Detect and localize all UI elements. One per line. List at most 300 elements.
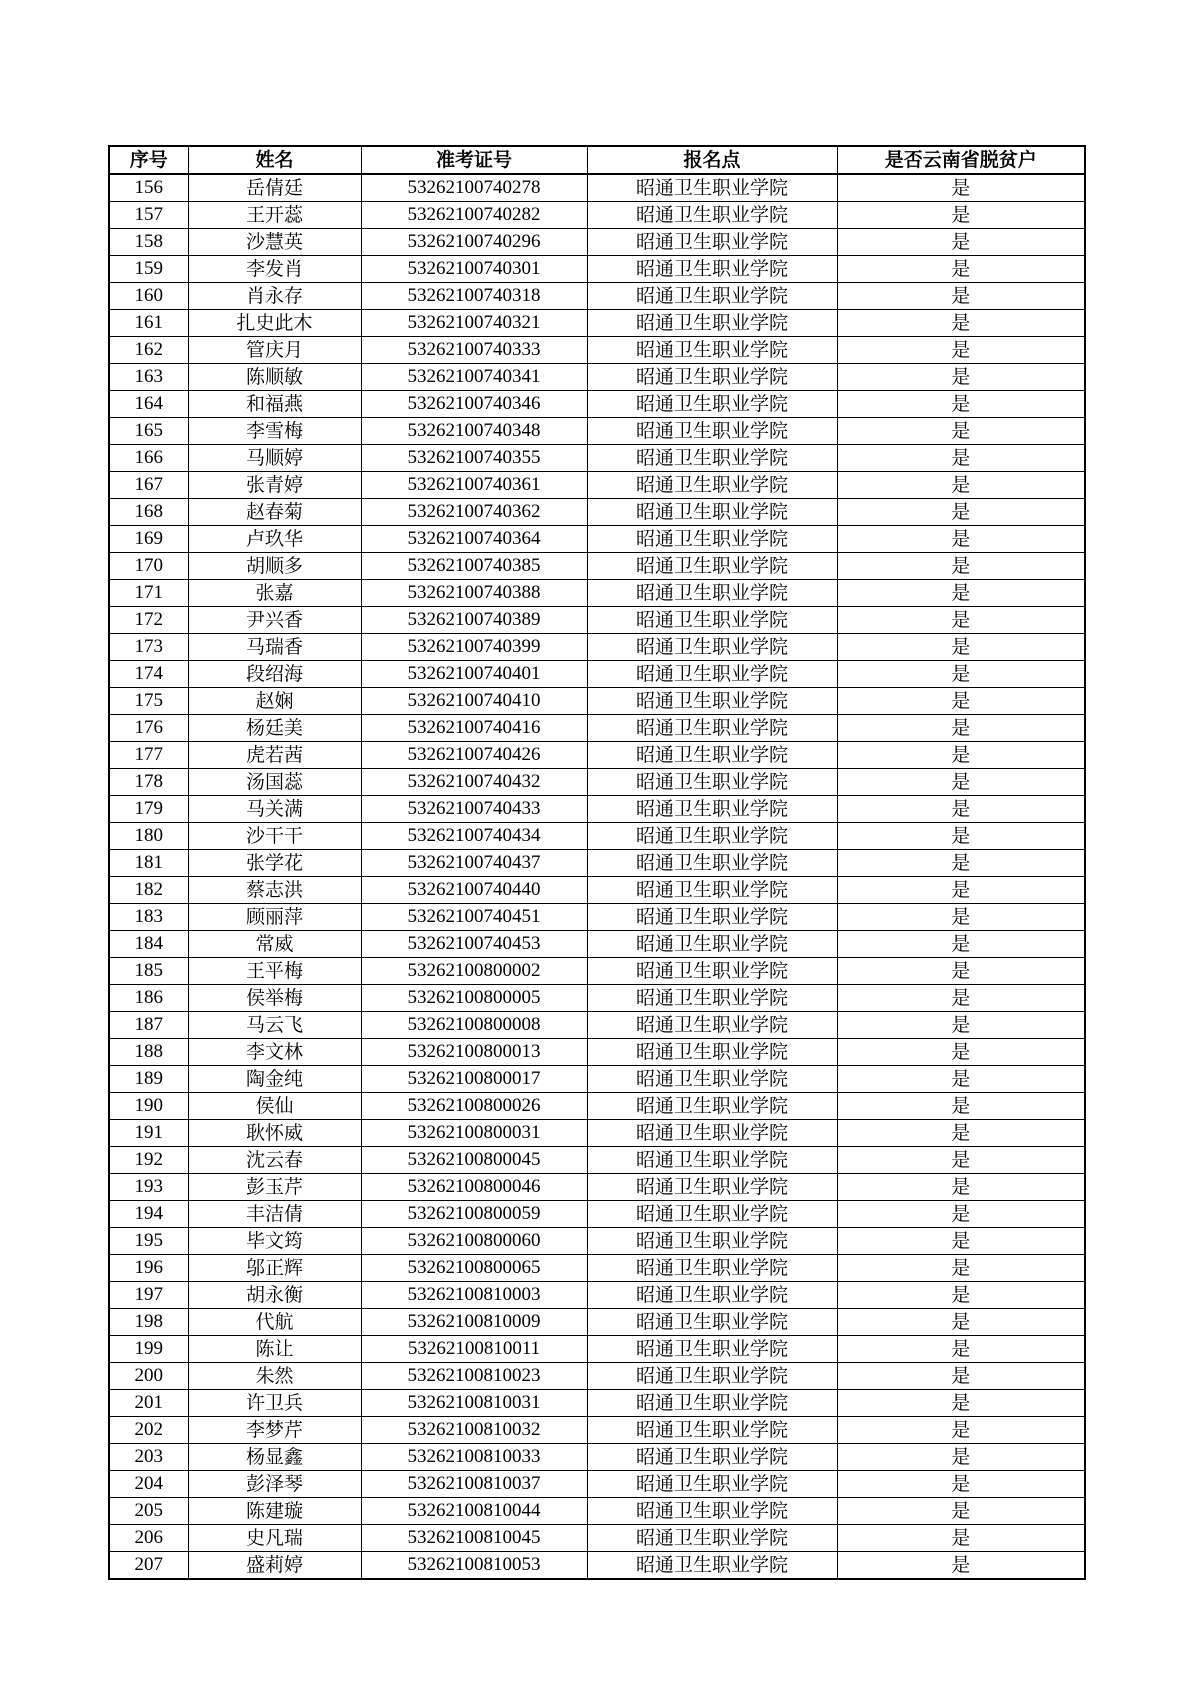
cell-registration-site: 昭通卫生职业学院 (587, 958, 837, 985)
cell-index: 166 (109, 445, 188, 472)
table-row (109, 850, 1085, 877)
table-row (109, 1228, 1085, 1255)
cell-registration-site: 昭通卫生职业学院 (587, 1282, 837, 1309)
cell-name: 邬正辉 (188, 1255, 361, 1282)
cell-poverty-status: 是 (837, 553, 1085, 580)
cell-name: 马瑞香 (188, 634, 361, 661)
cell-registration-site: 昭通卫生职业学院 (587, 1309, 837, 1336)
table-row (109, 958, 1085, 985)
cell-exam-id: 53262100800002 (361, 958, 587, 985)
cell-index: 176 (109, 715, 188, 742)
cell-registration-site: 昭通卫生职业学院 (587, 1039, 837, 1066)
cell-name: 陈建璇 (188, 1498, 361, 1525)
cell-poverty-status: 是 (837, 1390, 1085, 1417)
cell-name: 杨显鑫 (188, 1444, 361, 1471)
cell-registration-site: 昭通卫生职业学院 (587, 1417, 837, 1444)
cell-exam-id: 53262100800005 (361, 985, 587, 1012)
header-index: 序号 (109, 146, 188, 174)
cell-poverty-status: 是 (837, 1336, 1085, 1363)
cell-index: 205 (109, 1498, 188, 1525)
cell-registration-site: 昭通卫生职业学院 (587, 499, 837, 526)
cell-exam-id: 53262100740453 (361, 931, 587, 958)
cell-poverty-status: 是 (837, 580, 1085, 607)
table-row (109, 1120, 1085, 1147)
cell-index: 185 (109, 958, 188, 985)
table-row (109, 1525, 1085, 1552)
cell-registration-site: 昭通卫生职业学院 (587, 1093, 837, 1120)
table-row (109, 526, 1085, 553)
cell-exam-id: 53262100740401 (361, 661, 587, 688)
cell-registration-site: 昭通卫生职业学院 (587, 985, 837, 1012)
cell-index: 196 (109, 1255, 188, 1282)
cell-index: 203 (109, 1444, 188, 1471)
cell-poverty-status: 是 (837, 877, 1085, 904)
cell-name: 虎若茜 (188, 742, 361, 769)
table-row (109, 202, 1085, 229)
cell-name: 沙干干 (188, 823, 361, 850)
cell-name: 扎史此木 (188, 310, 361, 337)
cell-name: 王开蕊 (188, 202, 361, 229)
header-registration-site: 报名点 (587, 146, 837, 174)
table-row (109, 418, 1085, 445)
cell-name: 蔡志洪 (188, 877, 361, 904)
cell-exam-id: 53262100810053 (361, 1552, 587, 1580)
table-row (109, 1066, 1085, 1093)
cell-name: 张嘉 (188, 580, 361, 607)
cell-index: 158 (109, 229, 188, 256)
cell-exam-id: 53262100740282 (361, 202, 587, 229)
table-row (109, 364, 1085, 391)
cell-name: 李发肖 (188, 256, 361, 283)
cell-exam-id: 53262100800046 (361, 1174, 587, 1201)
cell-poverty-status: 是 (837, 256, 1085, 283)
table-row (109, 715, 1085, 742)
table-row (109, 1363, 1085, 1390)
cell-index: 179 (109, 796, 188, 823)
table-row (109, 1039, 1085, 1066)
cell-poverty-status: 是 (837, 1066, 1085, 1093)
cell-name: 杨廷美 (188, 715, 361, 742)
cell-exam-id: 53262100740437 (361, 850, 587, 877)
table-row (109, 634, 1085, 661)
header-row (109, 146, 1085, 174)
cell-name: 侯举梅 (188, 985, 361, 1012)
cell-index: 192 (109, 1147, 188, 1174)
table-body (109, 174, 1085, 1579)
cell-index: 156 (109, 174, 188, 202)
cell-index: 199 (109, 1336, 188, 1363)
cell-name: 陈顺敏 (188, 364, 361, 391)
cell-poverty-status: 是 (837, 1282, 1085, 1309)
cell-name: 张学花 (188, 850, 361, 877)
cell-poverty-status: 是 (837, 1309, 1085, 1336)
cell-name: 陶金纯 (188, 1066, 361, 1093)
cell-index: 207 (109, 1552, 188, 1580)
cell-registration-site: 昭通卫生职业学院 (587, 850, 837, 877)
cell-exam-id: 53262100740362 (361, 499, 587, 526)
cell-poverty-status: 是 (837, 1201, 1085, 1228)
cell-index: 175 (109, 688, 188, 715)
table-row (109, 1174, 1085, 1201)
cell-registration-site: 昭通卫生职业学院 (587, 1012, 837, 1039)
cell-exam-id: 53262100800026 (361, 1093, 587, 1120)
cell-index: 200 (109, 1363, 188, 1390)
table-row (109, 553, 1085, 580)
cell-exam-id: 53262100810044 (361, 1498, 587, 1525)
cell-poverty-status: 是 (837, 1093, 1085, 1120)
cell-index: 173 (109, 634, 188, 661)
cell-index: 201 (109, 1390, 188, 1417)
table-row (109, 499, 1085, 526)
table-row (109, 174, 1085, 202)
table-row (109, 1282, 1085, 1309)
cell-name: 赵春菊 (188, 499, 361, 526)
table-row (109, 1417, 1085, 1444)
cell-registration-site: 昭通卫生职业学院 (587, 1120, 837, 1147)
cell-exam-id: 53262100740389 (361, 607, 587, 634)
cell-exam-id: 53262100800065 (361, 1255, 587, 1282)
cell-registration-site: 昭通卫生职业学院 (587, 634, 837, 661)
cell-exam-id: 53262100740348 (361, 418, 587, 445)
table-row (109, 796, 1085, 823)
cell-poverty-status: 是 (837, 1471, 1085, 1498)
cell-poverty-status: 是 (837, 823, 1085, 850)
cell-poverty-status: 是 (837, 1552, 1085, 1580)
table-row (109, 742, 1085, 769)
cell-registration-site: 昭通卫生职业学院 (587, 202, 837, 229)
cell-index: 157 (109, 202, 188, 229)
cell-registration-site: 昭通卫生职业学院 (587, 229, 837, 256)
cell-exam-id: 53262100810033 (361, 1444, 587, 1471)
cell-poverty-status: 是 (837, 769, 1085, 796)
cell-exam-id: 53262100740399 (361, 634, 587, 661)
table-row (109, 472, 1085, 499)
table-row (109, 1552, 1085, 1580)
cell-exam-id: 53262100800017 (361, 1066, 587, 1093)
cell-registration-site: 昭通卫生职业学院 (587, 1336, 837, 1363)
cell-poverty-status: 是 (837, 310, 1085, 337)
cell-registration-site: 昭通卫生职业学院 (587, 931, 837, 958)
cell-poverty-status: 是 (837, 1174, 1085, 1201)
cell-name: 尹兴香 (188, 607, 361, 634)
cell-exam-id: 53262100810031 (361, 1390, 587, 1417)
cell-index: 193 (109, 1174, 188, 1201)
cell-exam-id: 53262100740346 (361, 391, 587, 418)
cell-registration-site: 昭通卫生职业学院 (587, 553, 837, 580)
cell-exam-id: 53262100810045 (361, 1525, 587, 1552)
cell-registration-site: 昭通卫生职业学院 (587, 1390, 837, 1417)
cell-exam-id: 53262100740426 (361, 742, 587, 769)
cell-registration-site: 昭通卫生职业学院 (587, 1228, 837, 1255)
table-row (109, 337, 1085, 364)
cell-poverty-status: 是 (837, 337, 1085, 364)
cell-index: 187 (109, 1012, 188, 1039)
table-row (109, 391, 1085, 418)
cell-poverty-status: 是 (837, 904, 1085, 931)
table-row (109, 1471, 1085, 1498)
cell-registration-site: 昭通卫生职业学院 (587, 715, 837, 742)
cell-index: 181 (109, 850, 188, 877)
cell-registration-site: 昭通卫生职业学院 (587, 1147, 837, 1174)
cell-exam-id: 53262100800008 (361, 1012, 587, 1039)
cell-registration-site: 昭通卫生职业学院 (587, 418, 837, 445)
cell-index: 178 (109, 769, 188, 796)
header-poverty-status: 是否云南省脱贫户 (837, 146, 1085, 174)
cell-registration-site: 昭通卫生职业学院 (587, 1201, 837, 1228)
cell-poverty-status: 是 (837, 742, 1085, 769)
table-row (109, 229, 1085, 256)
table-row (109, 607, 1085, 634)
cell-poverty-status: 是 (837, 958, 1085, 985)
cell-poverty-status: 是 (837, 1120, 1085, 1147)
table-row (109, 661, 1085, 688)
cell-poverty-status: 是 (837, 796, 1085, 823)
cell-exam-id: 53262100740296 (361, 229, 587, 256)
cell-index: 189 (109, 1066, 188, 1093)
cell-index: 188 (109, 1039, 188, 1066)
table-row (109, 985, 1085, 1012)
cell-registration-site: 昭通卫生职业学院 (587, 472, 837, 499)
cell-name: 顾丽萍 (188, 904, 361, 931)
cell-poverty-status: 是 (837, 445, 1085, 472)
cell-registration-site: 昭通卫生职业学院 (587, 580, 837, 607)
cell-poverty-status: 是 (837, 418, 1085, 445)
table-row (109, 1444, 1085, 1471)
cell-index: 197 (109, 1282, 188, 1309)
cell-index: 159 (109, 256, 188, 283)
table-row (109, 1201, 1085, 1228)
cell-index: 171 (109, 580, 188, 607)
cell-poverty-status: 是 (837, 715, 1085, 742)
table-row (109, 283, 1085, 310)
cell-name: 常威 (188, 931, 361, 958)
cell-index: 172 (109, 607, 188, 634)
cell-registration-site: 昭通卫生职业学院 (587, 742, 837, 769)
cell-index: 163 (109, 364, 188, 391)
cell-poverty-status: 是 (837, 499, 1085, 526)
cell-poverty-status: 是 (837, 174, 1085, 202)
cell-registration-site: 昭通卫生职业学院 (587, 823, 837, 850)
cell-registration-site: 昭通卫生职业学院 (587, 1174, 837, 1201)
cell-index: 190 (109, 1093, 188, 1120)
table-row (109, 1255, 1085, 1282)
table-row (109, 769, 1085, 796)
cell-index: 161 (109, 310, 188, 337)
cell-index: 195 (109, 1228, 188, 1255)
cell-index: 191 (109, 1120, 188, 1147)
cell-registration-site: 昭通卫生职业学院 (587, 769, 837, 796)
cell-index: 162 (109, 337, 188, 364)
cell-name: 管庆月 (188, 337, 361, 364)
table-row (109, 580, 1085, 607)
cell-exam-id: 53262100740434 (361, 823, 587, 850)
cell-poverty-status: 是 (837, 1228, 1085, 1255)
cell-name: 朱然 (188, 1363, 361, 1390)
cell-name: 马顺婷 (188, 445, 361, 472)
cell-poverty-status: 是 (837, 202, 1085, 229)
cell-registration-site: 昭通卫生职业学院 (587, 1066, 837, 1093)
table-row (109, 1093, 1085, 1120)
cell-name: 陈让 (188, 1336, 361, 1363)
cell-poverty-status: 是 (837, 1498, 1085, 1525)
table-row (109, 904, 1085, 931)
cell-exam-id: 53262100810009 (361, 1309, 587, 1336)
cell-index: 184 (109, 931, 188, 958)
cell-exam-id: 53262100740416 (361, 715, 587, 742)
cell-name: 卢玖华 (188, 526, 361, 553)
cell-index: 180 (109, 823, 188, 850)
cell-exam-id: 53262100810037 (361, 1471, 587, 1498)
cell-exam-id: 53262100740321 (361, 310, 587, 337)
cell-exam-id: 53262100740301 (361, 256, 587, 283)
cell-registration-site: 昭通卫生职业学院 (587, 1255, 837, 1282)
cell-registration-site: 昭通卫生职业学院 (587, 688, 837, 715)
cell-index: 177 (109, 742, 188, 769)
cell-name: 彭玉芹 (188, 1174, 361, 1201)
cell-name: 张青婷 (188, 472, 361, 499)
cell-poverty-status: 是 (837, 1147, 1085, 1174)
cell-index: 182 (109, 877, 188, 904)
candidate-table (108, 145, 1086, 1580)
table-row (109, 688, 1085, 715)
cell-registration-site: 昭通卫生职业学院 (587, 526, 837, 553)
cell-name: 史凡瑞 (188, 1525, 361, 1552)
cell-name: 段绍海 (188, 661, 361, 688)
cell-exam-id: 53262100800059 (361, 1201, 587, 1228)
cell-poverty-status: 是 (837, 607, 1085, 634)
cell-index: 202 (109, 1417, 188, 1444)
cell-registration-site: 昭通卫生职业学院 (587, 445, 837, 472)
cell-name: 代航 (188, 1309, 361, 1336)
cell-name: 毕文筠 (188, 1228, 361, 1255)
cell-exam-id: 53262100740318 (361, 283, 587, 310)
cell-name: 沈云春 (188, 1147, 361, 1174)
table-row (109, 1012, 1085, 1039)
cell-index: 164 (109, 391, 188, 418)
cell-registration-site: 昭通卫生职业学院 (587, 661, 837, 688)
cell-registration-site: 昭通卫生职业学院 (587, 391, 837, 418)
cell-exam-id: 53262100740341 (361, 364, 587, 391)
cell-registration-site: 昭通卫生职业学院 (587, 1552, 837, 1580)
cell-exam-id: 53262100740333 (361, 337, 587, 364)
cell-index: 174 (109, 661, 188, 688)
cell-registration-site: 昭通卫生职业学院 (587, 1525, 837, 1552)
cell-name: 盛莉婷 (188, 1552, 361, 1580)
cell-poverty-status: 是 (837, 364, 1085, 391)
cell-exam-id: 53262100740433 (361, 796, 587, 823)
cell-index: 165 (109, 418, 188, 445)
table-row (109, 1390, 1085, 1417)
cell-index: 160 (109, 283, 188, 310)
cell-index: 198 (109, 1309, 188, 1336)
cell-poverty-status: 是 (837, 1525, 1085, 1552)
cell-name: 汤国蕊 (188, 769, 361, 796)
cell-exam-id: 53262100810023 (361, 1363, 587, 1390)
cell-poverty-status: 是 (837, 985, 1085, 1012)
cell-name: 李文林 (188, 1039, 361, 1066)
cell-index: 204 (109, 1471, 188, 1498)
cell-name: 岳倩廷 (188, 174, 361, 202)
cell-name: 马关满 (188, 796, 361, 823)
cell-poverty-status: 是 (837, 229, 1085, 256)
table-row (109, 1336, 1085, 1363)
cell-name: 侯仙 (188, 1093, 361, 1120)
cell-exam-id: 53262100740451 (361, 904, 587, 931)
cell-registration-site: 昭通卫生职业学院 (587, 337, 837, 364)
cell-name: 李雪梅 (188, 418, 361, 445)
table-row (109, 931, 1085, 958)
cell-exam-id: 53262100810011 (361, 1336, 587, 1363)
cell-poverty-status: 是 (837, 391, 1085, 418)
cell-name: 肖永存 (188, 283, 361, 310)
cell-name: 李梦芹 (188, 1417, 361, 1444)
cell-index: 168 (109, 499, 188, 526)
cell-poverty-status: 是 (837, 850, 1085, 877)
cell-exam-id: 53262100740440 (361, 877, 587, 904)
cell-name: 许卫兵 (188, 1390, 361, 1417)
cell-name: 赵娴 (188, 688, 361, 715)
cell-exam-id: 53262100800031 (361, 1120, 587, 1147)
table-row (109, 1147, 1085, 1174)
cell-exam-id: 53262100740388 (361, 580, 587, 607)
header-name: 姓名 (188, 146, 361, 174)
cell-name: 和福燕 (188, 391, 361, 418)
cell-poverty-status: 是 (837, 931, 1085, 958)
cell-name: 沙慧英 (188, 229, 361, 256)
cell-registration-site: 昭通卫生职业学院 (587, 174, 837, 202)
cell-exam-id: 53262100800013 (361, 1039, 587, 1066)
table-row (109, 877, 1085, 904)
cell-name: 胡永衡 (188, 1282, 361, 1309)
cell-exam-id: 53262100740410 (361, 688, 587, 715)
cell-exam-id: 53262100740278 (361, 174, 587, 202)
cell-name: 耿怀威 (188, 1120, 361, 1147)
cell-poverty-status: 是 (837, 1417, 1085, 1444)
table-row (109, 445, 1085, 472)
cell-poverty-status: 是 (837, 1363, 1085, 1390)
cell-registration-site: 昭通卫生职业学院 (587, 904, 837, 931)
cell-exam-id: 53262100800060 (361, 1228, 587, 1255)
cell-index: 186 (109, 985, 188, 1012)
cell-registration-site: 昭通卫生职业学院 (587, 607, 837, 634)
cell-registration-site: 昭通卫生职业学院 (587, 796, 837, 823)
cell-poverty-status: 是 (837, 283, 1085, 310)
cell-name: 马云飞 (188, 1012, 361, 1039)
cell-index: 183 (109, 904, 188, 931)
cell-poverty-status: 是 (837, 661, 1085, 688)
cell-exam-id: 53262100740385 (361, 553, 587, 580)
table-row (109, 1309, 1085, 1336)
table-row (109, 1498, 1085, 1525)
cell-exam-id: 53262100740355 (361, 445, 587, 472)
cell-name: 胡顺多 (188, 553, 361, 580)
cell-registration-site: 昭通卫生职业学院 (587, 310, 837, 337)
cell-name: 彭泽琴 (188, 1471, 361, 1498)
header-exam-id: 准考证号 (361, 146, 587, 174)
cell-registration-site: 昭通卫生职业学院 (587, 1363, 837, 1390)
cell-exam-id: 53262100740364 (361, 526, 587, 553)
table-row (109, 823, 1085, 850)
table-row (109, 310, 1085, 337)
cell-exam-id: 53262100810003 (361, 1282, 587, 1309)
cell-index: 194 (109, 1201, 188, 1228)
cell-poverty-status: 是 (837, 1444, 1085, 1471)
cell-index: 170 (109, 553, 188, 580)
cell-poverty-status: 是 (837, 1012, 1085, 1039)
cell-poverty-status: 是 (837, 688, 1085, 715)
cell-poverty-status: 是 (837, 634, 1085, 661)
table-row (109, 256, 1085, 283)
